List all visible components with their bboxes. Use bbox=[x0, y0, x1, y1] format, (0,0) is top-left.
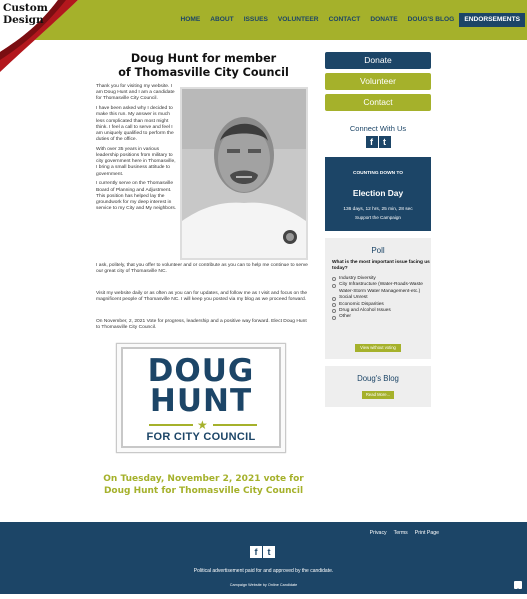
brand-line2: Design bbox=[3, 14, 44, 26]
connect-title: Connect With Us bbox=[349, 124, 407, 133]
poll-option-label: Drug and Alcohol Issues bbox=[339, 308, 391, 314]
poll-option[interactable] bbox=[332, 314, 431, 320]
blog-widget bbox=[325, 366, 431, 407]
contact-button[interactable]: Contact bbox=[325, 94, 431, 111]
support-campaign-link[interactable]: Support the Campaign bbox=[355, 215, 401, 220]
footer bbox=[0, 522, 527, 594]
nav-donate[interactable]: DONATE bbox=[370, 16, 398, 23]
countdown-title: Election Day bbox=[352, 188, 404, 198]
poll-option-label: Economic Disparities bbox=[339, 301, 384, 307]
poll-options bbox=[332, 276, 431, 321]
radio-icon[interactable] bbox=[332, 277, 336, 281]
vote-callout bbox=[96, 473, 311, 497]
connect-section bbox=[325, 124, 431, 148]
nav-home[interactable]: HOME bbox=[180, 16, 201, 23]
campaign-logo bbox=[116, 343, 286, 453]
nav-endorsements[interactable]: ENDORSEMENTS bbox=[459, 13, 525, 27]
radio-icon[interactable] bbox=[332, 284, 336, 288]
chevron-up-icon bbox=[514, 586, 522, 594]
footer-social-links bbox=[250, 546, 275, 558]
poll-question: What is the most important issue facing us today? bbox=[332, 260, 430, 271]
page-title-line1: Doug Hunt for member bbox=[130, 52, 277, 65]
poll-option-label: Social Unrest bbox=[339, 295, 368, 301]
privacy-link[interactable]: Privacy bbox=[369, 530, 387, 536]
page-title bbox=[96, 52, 311, 80]
read-more-button[interactable]: Read More... bbox=[362, 391, 394, 399]
poll-title: Poll bbox=[371, 246, 385, 255]
brand-line1: Custom bbox=[3, 2, 48, 14]
intro-paragraph-1: Thank you for visiting my website. I am Doug Hunt and I am a candidate for Thomasville City Council. bbox=[96, 84, 175, 102]
logo-left-rule bbox=[149, 424, 193, 426]
logo-hunt-text: HUNT bbox=[149, 383, 253, 419]
intro-paragraph-7: On November, 2, 2021 Vote for progress, leadership and a positive way forward. Elect Doug Hunt to Thomasville City Council. bbox=[96, 319, 307, 331]
logo-right-rule bbox=[213, 424, 257, 426]
nav-contact[interactable]: CONTACT bbox=[328, 16, 361, 23]
sidebar-buttons bbox=[325, 52, 431, 111]
radio-icon[interactable] bbox=[332, 297, 336, 301]
poll-option-label: Industry Diversity bbox=[339, 276, 376, 281]
twitter-icon[interactable]: t bbox=[379, 136, 391, 148]
nav-dougs-blog[interactable]: DOUG'S BLOG bbox=[407, 16, 455, 23]
paid-disclaimer: Political advertisement paid for and approved by the candidate. bbox=[193, 568, 334, 574]
facebook-icon[interactable]: f bbox=[366, 136, 378, 148]
radio-icon[interactable] bbox=[332, 303, 336, 307]
poll-option[interactable] bbox=[332, 282, 431, 295]
print-page-link[interactable]: Print Page bbox=[414, 530, 439, 536]
logo-doug-text: DOUG bbox=[147, 353, 255, 389]
star-icon: ★ bbox=[197, 418, 208, 432]
volunteer-button[interactable]: Volunteer bbox=[325, 73, 431, 90]
countdown-timer: 136 days, 12 hrs, 25 min, 28 sec bbox=[343, 207, 413, 212]
intro-paragraph-2: I have been asked why I decided to make this run. My answer is much less complicated than most might think. I feel a call to serve and feel I am uniquely qualified to perform the duties of the office. bbox=[96, 106, 174, 143]
intro-paragraph-4: I currently serve on the Thomasville Board of Planning and Adjustment. This position has helped lay the groundwork for my deep interest in service to my City and My neighbors. bbox=[96, 181, 177, 212]
social-links bbox=[325, 136, 431, 148]
facebook-icon[interactable]: f bbox=[250, 546, 262, 558]
site-credit[interactable]: Campaign Website by Online Candidate bbox=[229, 583, 298, 587]
countdown-heading: COUNTING DOWN TO bbox=[352, 171, 403, 176]
election-countdown bbox=[325, 157, 431, 231]
donate-button[interactable]: Donate bbox=[325, 52, 431, 69]
scroll-to-top-button[interactable] bbox=[514, 581, 522, 589]
terms-link[interactable]: Terms bbox=[393, 530, 408, 536]
nav-issues[interactable]: ISSUES bbox=[243, 16, 268, 23]
intro-paragraph-6: Visit my website daily or as often as you can for updates, and follow me as I visit and focus on the magnificent people of Thomasville NC. I will keep you posted via my blog as we proceed forward. bbox=[96, 291, 308, 303]
campaign-logo-frame bbox=[121, 347, 281, 448]
poll-option-label: Other bbox=[339, 314, 351, 320]
nav-volunteer[interactable]: VOLUNTEER bbox=[277, 16, 319, 23]
radio-icon[interactable] bbox=[332, 309, 336, 313]
candidate-photo bbox=[180, 87, 308, 260]
brand-logo[interactable] bbox=[3, 2, 48, 26]
main-content bbox=[96, 52, 311, 331]
intro-paragraph-5: I ask, politely, that you offer to volunteer and or contribute as you can to help me continue to serve our great city of Thomasville NC. bbox=[96, 263, 308, 275]
page-title-line2: of Thomasville City Council bbox=[118, 66, 289, 79]
radio-icon[interactable] bbox=[332, 316, 336, 320]
vote-line2: Doug Hunt for Thomasville City Council bbox=[103, 486, 304, 496]
poll-option-label: City Infrastructure (Water-Roads-Waste Water-Storm Water Management-etc.) bbox=[339, 282, 423, 294]
nav-about[interactable]: ABOUT bbox=[210, 16, 234, 23]
vote-line1: On Tuesday, November 2, 2021 vote for bbox=[103, 474, 304, 484]
twitter-icon[interactable]: t bbox=[263, 546, 275, 558]
footer-links bbox=[370, 530, 439, 536]
poll-widget bbox=[325, 238, 431, 359]
blog-title: Doug's Blog bbox=[357, 374, 399, 383]
intro-column bbox=[96, 84, 178, 216]
intro-paragraph-3: With over 35 years in various leadership positions from military to city government here in Thomasville, I bring a small business attitude to government. bbox=[96, 146, 176, 177]
logo-subtitle: FOR CITY COUNCIL bbox=[146, 431, 256, 443]
view-without-voting-button[interactable]: View without voting bbox=[355, 344, 401, 352]
main-nav bbox=[175, 13, 525, 27]
